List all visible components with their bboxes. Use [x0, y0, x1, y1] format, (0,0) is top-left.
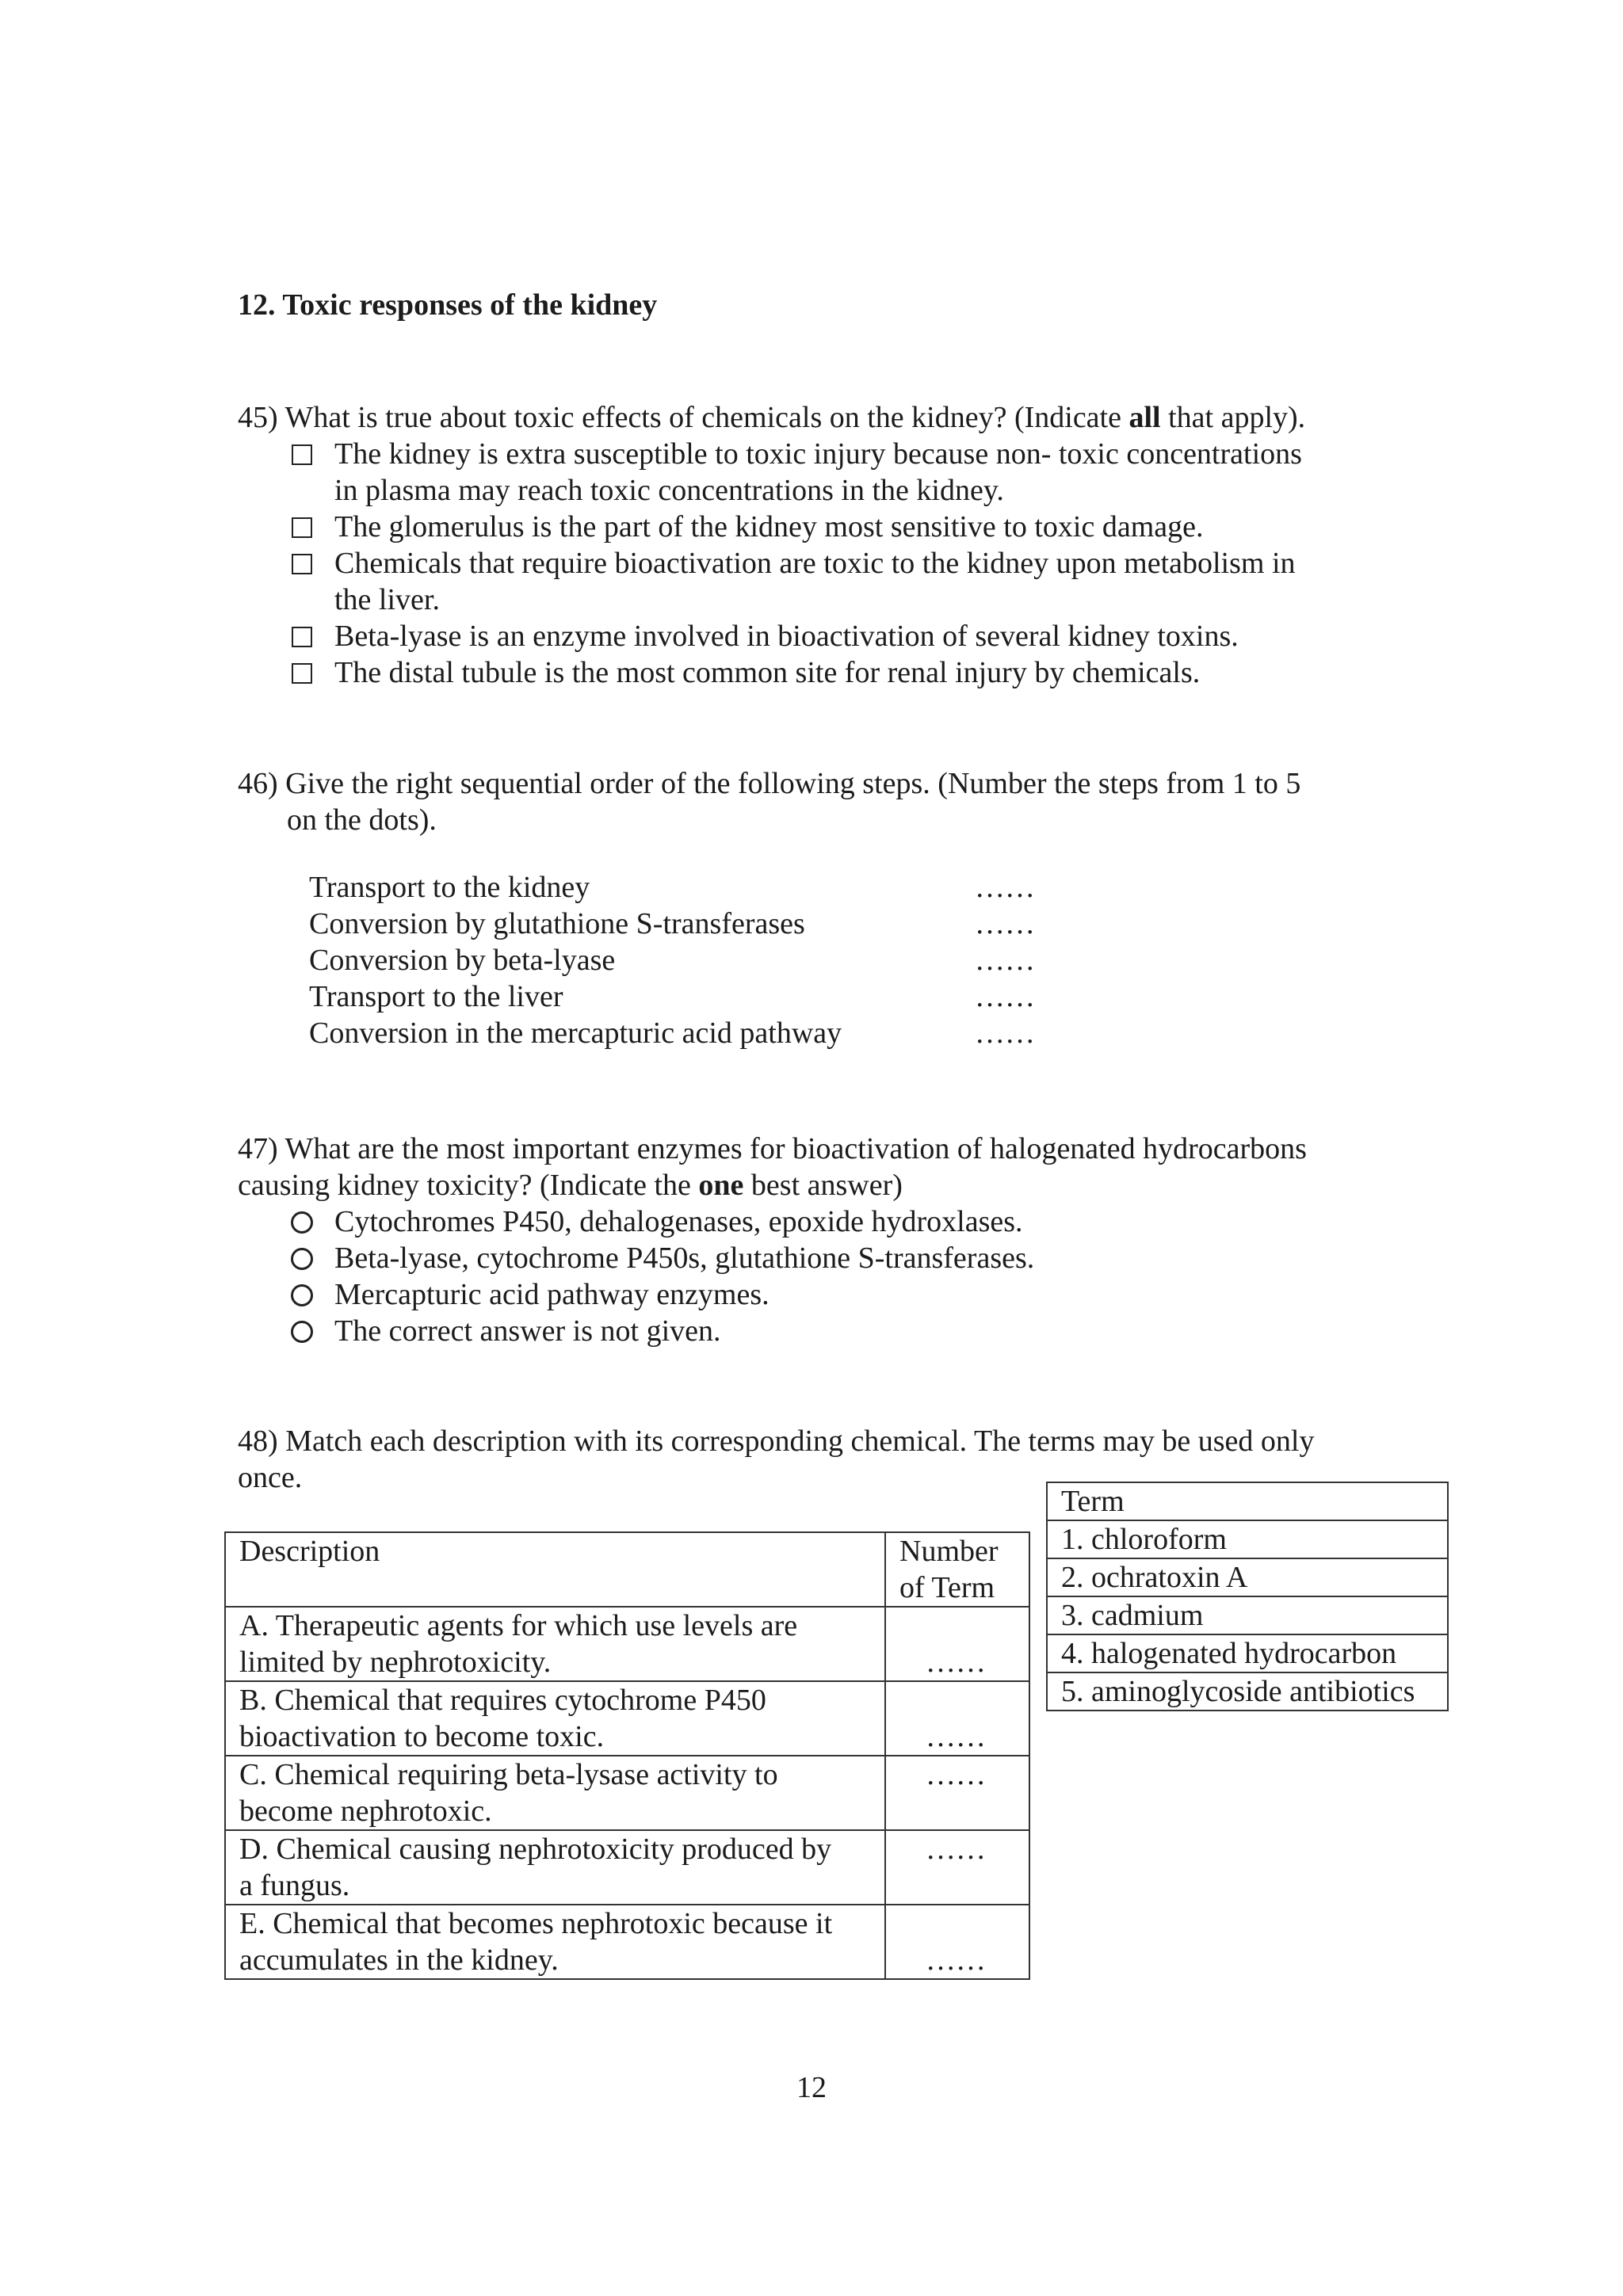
term-item: 1. chloroform	[1047, 1520, 1448, 1558]
step-blank[interactable]: ……	[975, 871, 1035, 904]
q45-option-1[interactable]: The kidney is extra susceptible to toxic injury because non- toxic concentrations in plasma may reach toxic concentrations in the kidney.	[238, 436, 1395, 509]
term-item: 4. halogenated hydrocarbon	[1047, 1634, 1448, 1672]
step-row: Conversion in the mercapturic acid pathway ……	[309, 1016, 1035, 1050]
radio-button[interactable]	[291, 1211, 313, 1234]
question-47-prompt-line1: 47) What are the most important enzymes for bioactivation of halogenated hydrocarbons	[238, 1132, 1307, 1165]
table-row: D. Chemical causing nephrotoxicity produced by a fungus. ……	[225, 1830, 1029, 1905]
q45-option-2[interactable]: The glomerulus is the part of the kidney most sensitive to toxic damage.	[238, 509, 1395, 545]
question-46-prompt-line2: on the dots).	[287, 803, 437, 837]
q47-option-2[interactable]: Beta-lyase, cytochrome P450s, glutathione S-transferases.	[238, 1240, 1395, 1276]
step-blank[interactable]: ……	[975, 907, 1035, 940]
page-number: 12	[796, 2071, 827, 2104]
question-46-prompt-line1: 46) Give the right sequential order of the following steps. (Number the steps from 1 to 5	[238, 767, 1301, 800]
matching-table	[224, 1531, 1030, 1980]
answer-blank[interactable]: ……	[885, 1756, 1029, 1830]
table-row: A. Therapeutic agents for which use levels are limited by nephrotoxicity. ……	[225, 1607, 1029, 1681]
q45-option-4[interactable]: Beta-lyase is an enzyme involved in bioactivation of several kidney toxins.	[238, 618, 1395, 654]
step-row: Conversion by beta-lyase ……	[309, 944, 1035, 977]
step-list	[309, 869, 1035, 1051]
table-row: E. Chemical that becomes nephrotoxic because it accumulates in the kidney. ……	[225, 1905, 1029, 1979]
answer-blank[interactable]: ……	[885, 1905, 1029, 1979]
number-of-term-header: Number of Term	[885, 1532, 1029, 1607]
radio-button[interactable]	[291, 1248, 313, 1270]
checkbox[interactable]	[292, 554, 312, 574]
radio-button[interactable]	[291, 1284, 313, 1306]
section-title: 12. Toxic responses of the kidney	[238, 288, 658, 322]
term-item: 5. aminoglycoside antibiotics	[1047, 1672, 1448, 1711]
question-48-prompt-line2: once.	[238, 1461, 303, 1494]
q45-option-3[interactable]: Chemicals that require bioactivation are toxic to the kidney upon metabolism in the liver.	[238, 545, 1395, 618]
question-46	[238, 765, 1395, 838]
step-blank[interactable]: ……	[975, 980, 1035, 1013]
checkbox[interactable]	[292, 627, 312, 647]
step-row: Transport to the liver ……	[309, 980, 1035, 1013]
checkbox[interactable]	[292, 663, 312, 684]
checkbox[interactable]	[292, 444, 312, 465]
answer-blank[interactable]: ……	[885, 1681, 1029, 1756]
table-row: C. Chemical requiring beta-lysase activity to become nephrotoxic. ……	[225, 1756, 1029, 1830]
q47-option-1[interactable]: Cytochromes P450, dehalogenases, epoxide hydroxlases.	[238, 1203, 1395, 1240]
q45-option-5[interactable]: The distal tubule is the most common site for renal injury by chemicals.	[238, 654, 1395, 691]
description-header: Description	[225, 1532, 885, 1607]
step-row: Conversion by glutathione S-transferases ……	[309, 907, 1035, 940]
checkbox[interactable]	[292, 517, 312, 538]
q47-option-4[interactable]: The correct answer is not given.	[238, 1313, 1395, 1349]
step-blank[interactable]: ……	[975, 1016, 1035, 1050]
question-47-prompt-line2: causing kidney toxicity? (Indicate the one best answer)	[238, 1169, 903, 1202]
term-item: 2. ochratoxin A	[1047, 1558, 1448, 1596]
question-45-prompt: 45) What is true about toxic effects of chemicals on the kidney? (Indicate all that apply).	[238, 401, 1306, 434]
table-row: B. Chemical that requires cytochrome P450 bioactivation to become toxic. ……	[225, 1681, 1029, 1756]
question-48-prompt-line1: 48) Match each description with its corresponding chemical. The terms may be used only	[238, 1425, 1315, 1458]
answer-blank[interactable]: ……	[885, 1607, 1029, 1681]
matching-table-header	[225, 1532, 1029, 1607]
term-item: 3. cadmium	[1047, 1596, 1448, 1634]
question-47	[238, 1131, 1395, 1349]
answer-blank[interactable]: ……	[885, 1830, 1029, 1905]
term-table	[1046, 1482, 1449, 1711]
term-header: Term	[1047, 1482, 1448, 1520]
q47-option-3[interactable]: Mercapturic acid pathway enzymes.	[238, 1276, 1395, 1313]
step-row: Transport to the kidney ……	[309, 871, 1035, 904]
question-45	[238, 399, 1395, 691]
step-blank[interactable]: ……	[975, 944, 1035, 977]
radio-button[interactable]	[291, 1321, 313, 1343]
